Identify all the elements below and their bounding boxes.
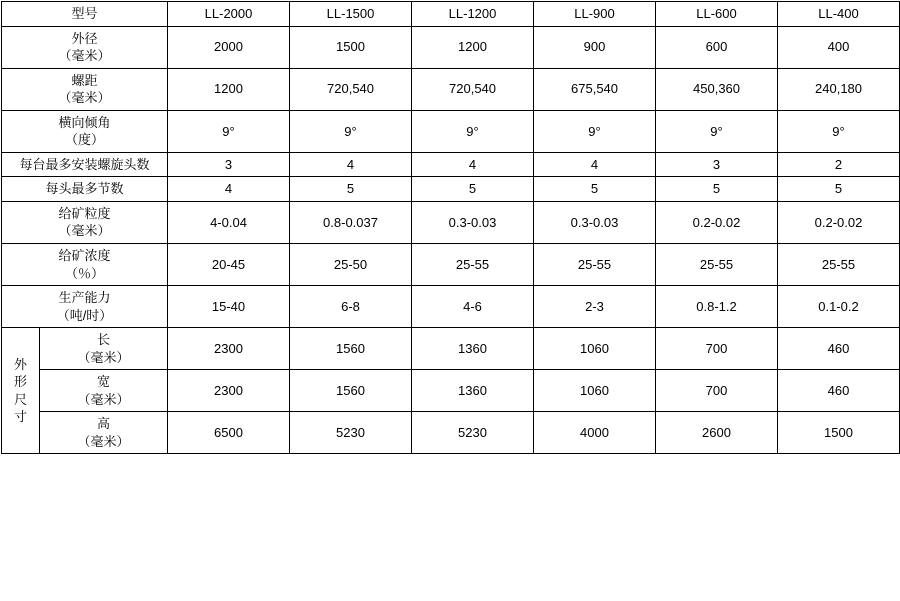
cell-value: 1560 [290,370,412,412]
table-row [2,412,900,454]
cell-value: 0.3-0.03 [412,201,534,243]
row-label-main: 每台最多安装螺旋头数 [19,156,150,172]
table-row [2,110,900,152]
row-label-feed-particle-size [2,201,168,243]
cell-value: 9° [656,110,778,152]
row-label-transverse-angle [2,110,168,152]
cell-value: 1360 [412,328,534,370]
table-row [2,328,900,370]
cell-value: 25-55 [656,244,778,286]
cell-value: 15-40 [168,286,290,328]
table-row [2,68,900,110]
row-label-length [40,328,168,370]
cell-value: 1060 [534,370,656,412]
cell-value: 9° [168,110,290,152]
row-label-pitch [2,68,168,110]
row-label-max-sections [2,177,168,202]
row-label-outer-diameter [2,26,168,68]
cell-value: 4-6 [412,286,534,328]
cell-value: 4000 [534,412,656,454]
row-label-unit: （毫米） [77,433,130,449]
header-label-model: 型号 [2,2,168,27]
header-model-2: LL-1200 [412,2,534,27]
cell-value: 1500 [778,412,900,454]
row-label-main: 每头最多节数 [45,181,124,197]
row-label-unit: （吨/时） [56,307,113,323]
group-label-char-1: 形 [13,374,27,390]
cell-value: 600 [656,26,778,68]
cell-value: 5 [778,177,900,202]
cell-value: 5230 [412,412,534,454]
cell-value: 2600 [656,412,778,454]
table-row [2,177,900,202]
row-label-unit: （毫米） [58,223,111,239]
row-label-main: 横向倾角 [58,114,111,130]
row-label-unit: （毫米） [58,48,111,64]
row-label-feed-concentration [2,244,168,286]
cell-value: 0.8-0.037 [290,201,412,243]
cell-value: 5 [412,177,534,202]
cell-value: 4 [168,177,290,202]
row-label-main: 给矿浓度 [58,248,111,264]
row-label-main: 给矿粒度 [58,205,111,221]
cell-value: 3 [168,152,290,177]
group-label-overall-dimensions [2,328,40,454]
cell-value: 2-3 [534,286,656,328]
row-label-unit: （毫米） [58,90,111,106]
cell-value: 1200 [168,68,290,110]
row-label-unit: （度） [65,132,105,148]
cell-value: 1500 [290,26,412,68]
cell-value: 2000 [168,26,290,68]
cell-value: 1360 [412,370,534,412]
cell-value: 0.2-0.02 [778,201,900,243]
table-row [2,244,900,286]
cell-value: 450,360 [656,68,778,110]
cell-value: 720,540 [412,68,534,110]
cell-value: 1560 [290,328,412,370]
cell-value: 3 [656,152,778,177]
cell-value: 5 [656,177,778,202]
cell-value: 700 [656,328,778,370]
row-label-main: 生产能力 [58,290,111,306]
cell-value: 9° [778,110,900,152]
cell-value: 700 [656,370,778,412]
cell-value: 0.1-0.2 [778,286,900,328]
table-row [2,26,900,68]
cell-value: 460 [778,328,900,370]
cell-value: 25-55 [778,244,900,286]
table-header-row [2,2,900,27]
row-label-max-spiral-heads [2,152,168,177]
cell-value: 25-50 [290,244,412,286]
cell-value: 9° [290,110,412,152]
header-model-0: LL-2000 [168,2,290,27]
group-label-char-2: 尺 [13,391,27,407]
table-row [2,370,900,412]
cell-value: 5230 [290,412,412,454]
cell-value: 5 [290,177,412,202]
row-label-height [40,412,168,454]
cell-value: 1060 [534,328,656,370]
row-label-main: 螺距 [71,72,98,88]
table-row [2,201,900,243]
cell-value: 9° [412,110,534,152]
group-label-char-3: 寸 [13,409,27,425]
cell-value: 2300 [168,370,290,412]
group-label-char-0: 外 [13,356,27,372]
cell-value: 400 [778,26,900,68]
row-label-width [40,370,168,412]
cell-value: 240,180 [778,68,900,110]
cell-value: 2300 [168,328,290,370]
table-row [2,152,900,177]
cell-value: 900 [534,26,656,68]
table-row [2,286,900,328]
header-model-3: LL-900 [534,2,656,27]
cell-value: 0.8-1.2 [656,286,778,328]
cell-value: 4 [290,152,412,177]
row-label-capacity [2,286,168,328]
row-label-main: 外径 [71,30,98,46]
cell-value: 2 [778,152,900,177]
cell-value: 25-55 [534,244,656,286]
cell-value: 4 [412,152,534,177]
header-model-4: LL-600 [656,2,778,27]
cell-value: 675,540 [534,68,656,110]
cell-value: 4-0.04 [168,201,290,243]
row-label-unit: （毫米） [77,349,130,365]
cell-value: 0.2-0.02 [656,201,778,243]
specification-table [1,1,900,454]
row-label-unit: （毫米） [77,391,130,407]
cell-value: 460 [778,370,900,412]
row-label-main: 长 [97,332,111,348]
header-model-5: LL-400 [778,2,900,27]
cell-value: 6500 [168,412,290,454]
cell-value: 6-8 [290,286,412,328]
cell-value: 0.3-0.03 [534,201,656,243]
cell-value: 9° [534,110,656,152]
header-model-1: LL-1500 [290,2,412,27]
row-label-main: 高 [97,416,111,432]
cell-value: 720,540 [290,68,412,110]
cell-value: 1200 [412,26,534,68]
row-label-unit: （％） [65,265,105,281]
cell-value: 25-55 [412,244,534,286]
cell-value: 20-45 [168,244,290,286]
row-label-main: 宽 [97,374,111,390]
cell-value: 4 [534,152,656,177]
cell-value: 5 [534,177,656,202]
